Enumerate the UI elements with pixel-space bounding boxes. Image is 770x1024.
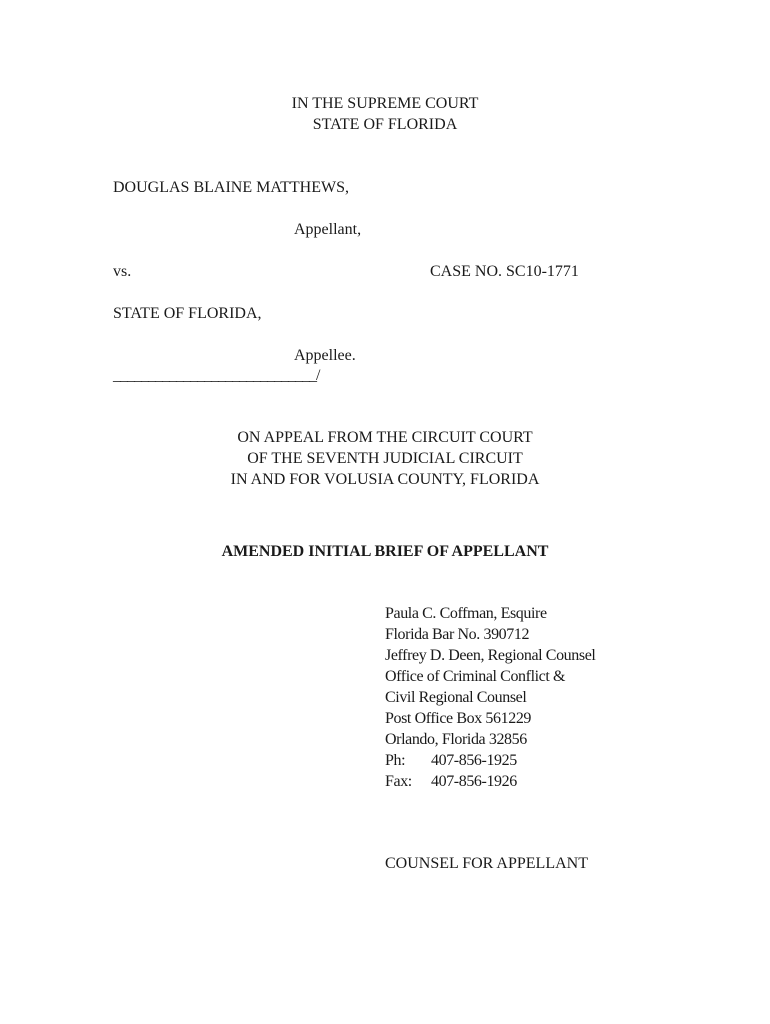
appellee-name: STATE OF FLORIDA, xyxy=(113,305,262,322)
appellee-role: Appellee. xyxy=(294,347,356,364)
court-name: IN THE SUPREME COURT xyxy=(291,95,479,112)
case-number: CASE NO. SC10-1771 xyxy=(430,263,579,280)
counsel-block xyxy=(385,603,595,792)
phone-row xyxy=(385,750,595,771)
fax-row xyxy=(385,771,595,792)
counsel-line: Jeffrey D. Deen, Regional Counsel xyxy=(385,647,596,664)
counsel-line: Office of Criminal Conflict & xyxy=(385,668,566,685)
phone-label: Ph: xyxy=(385,752,406,769)
appeal-origin xyxy=(0,427,770,490)
caption-separator: _____________________________/ xyxy=(113,367,320,384)
appeal-origin-line2: OF THE SEVENTH JUDICIAL CIRCUIT xyxy=(247,450,523,467)
fax-number: 407-856-1926 xyxy=(431,773,517,790)
document-title xyxy=(0,541,770,562)
counsel-line: Civil Regional Counsel xyxy=(385,689,527,706)
counsel-line: Florida Bar No. 390712 xyxy=(385,626,530,643)
court-heading xyxy=(0,93,770,135)
appeal-origin-line1: ON APPEAL FROM THE CIRCUIT COURT xyxy=(237,429,533,446)
document-title-text: AMENDED INITIAL BRIEF OF APPELLANT xyxy=(221,543,549,560)
fax-label: Fax: xyxy=(385,773,412,790)
phone-number: 407-856-1925 xyxy=(431,752,517,769)
counsel-designation: COUNSEL FOR APPELLANT xyxy=(385,855,588,872)
appellant-role: Appellant, xyxy=(294,221,362,238)
counsel-line: Post Office Box 561229 xyxy=(385,710,532,727)
appeal-origin-line3: IN AND FOR VOLUSIA COUNTY, FLORIDA xyxy=(230,471,540,488)
appellant-name: DOUGLAS BLAINE MATTHEWS, xyxy=(113,179,349,196)
counsel-line: Orlando, Florida 32856 xyxy=(385,731,527,748)
versus-label: vs. xyxy=(113,263,132,280)
court-state: STATE OF FLORIDA xyxy=(312,116,458,133)
counsel-line: Paula C. Coffman, Esquire xyxy=(385,605,547,622)
